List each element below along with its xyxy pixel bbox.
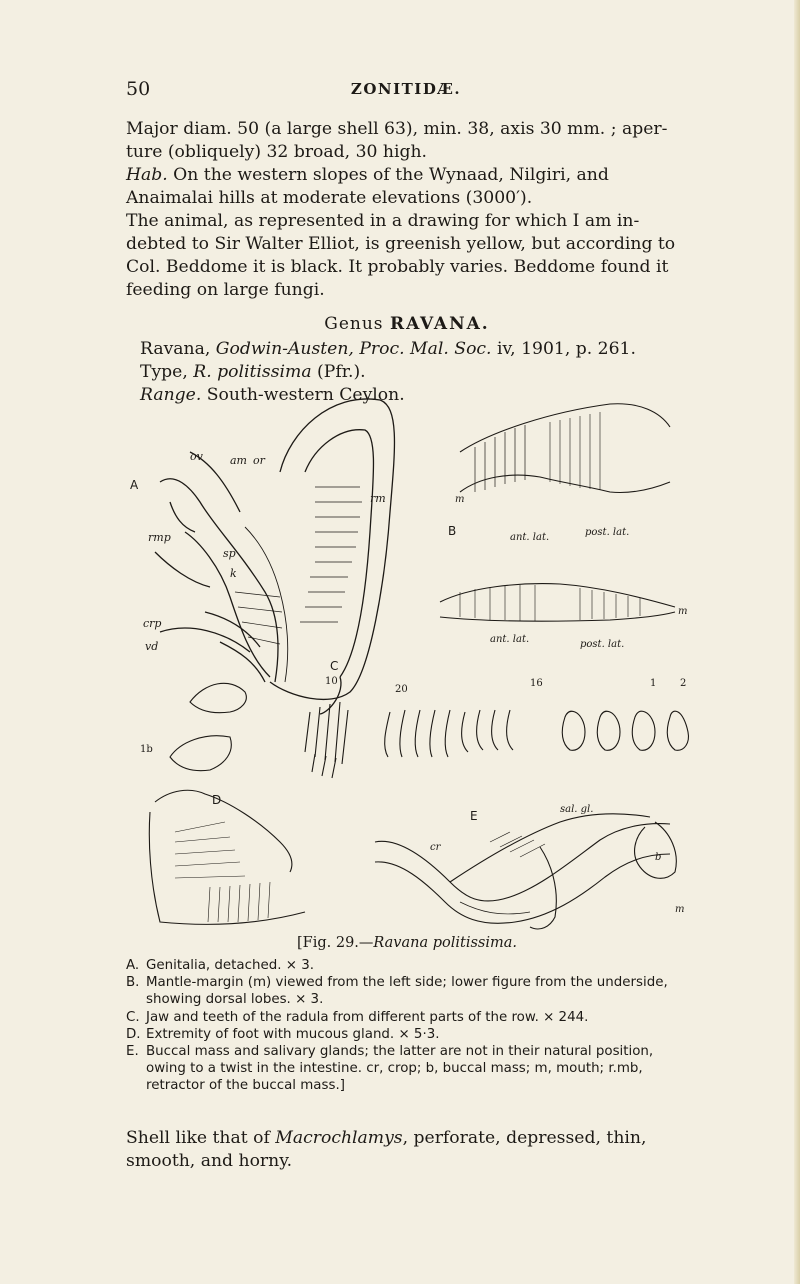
label-sp: sp — [223, 547, 236, 560]
figure-b-mantle-margin — [440, 404, 675, 622]
legend-text: Mantle-margin (m) viewed from the left side; lower figure from the underside, showing dorsal lobes. × 3. — [146, 975, 668, 1008]
legend-item — [126, 1009, 688, 1026]
genus-type — [126, 361, 688, 384]
legend-item — [126, 1026, 688, 1043]
closing-genus: Macrochlamys — [275, 1128, 403, 1148]
panel-label-c: C — [330, 659, 339, 673]
range-label: Range. — [140, 385, 202, 405]
legend-label: E. — [126, 1044, 139, 1060]
figure-e-buccal-mass — [375, 814, 676, 929]
anatomy-figure — [130, 392, 700, 932]
hab-label: Hab. — [126, 165, 168, 185]
label-b-m2: m — [678, 606, 688, 617]
panel-label-a: A — [130, 478, 139, 492]
species-description — [126, 118, 688, 302]
legend-label: B. — [126, 975, 140, 991]
label-k: k — [230, 567, 237, 580]
figure-c-labels — [140, 659, 686, 755]
citation-rest: iv, 1901, p. 261. — [491, 339, 636, 359]
legend-label: C. — [126, 1009, 140, 1025]
closing-prefix: Shell like that of — [126, 1128, 276, 1148]
label-c-10: 10 — [325, 676, 338, 687]
legend-text: Jaw and teeth of the radula from different parts of the row. × 244. — [146, 1009, 589, 1025]
page-header — [126, 78, 686, 102]
label-rmp: rmp — [148, 531, 171, 544]
figure-a-genitalia — [155, 399, 394, 714]
citation-author: Godwin-Austen, Proc. Mal. Soc. — [215, 339, 492, 359]
type-label: Type, — [140, 362, 194, 382]
panel-label-b: B — [448, 524, 457, 538]
figure-d-foot-gland — [149, 790, 305, 924]
type-rest: (Pfr.). — [311, 362, 366, 382]
legend-item — [126, 974, 688, 1008]
label-cr: cr — [430, 842, 441, 853]
label-c-20: 20 — [395, 684, 408, 695]
running-head: ZONITIDÆ. — [350, 80, 462, 98]
label-b-post-lat: post. lat. — [585, 527, 630, 538]
label-rm: rm — [370, 492, 386, 505]
panel-label-d: D — [212, 793, 222, 807]
label-c-2: 2 — [680, 678, 687, 689]
label-e-m: m — [675, 904, 685, 915]
legend-text: Genitalia, detached. × 3. — [146, 958, 314, 973]
page-number: 50 — [126, 78, 151, 100]
label-crp: crp — [143, 617, 162, 630]
label-b: b — [655, 852, 662, 863]
label-am: am — [230, 454, 247, 467]
shell-description — [126, 1127, 688, 1173]
label-sal-gl: sal. gl. — [560, 804, 594, 815]
legend-item — [126, 1043, 688, 1095]
page-edge — [794, 0, 800, 1284]
type-species: R. politissima — [193, 362, 312, 382]
closing-rest: , perforate, depressed, thin, smooth, and horny. — [126, 1128, 647, 1171]
label-b-ant-lat: ant. lat. — [510, 532, 550, 543]
legend-label: A. — [126, 958, 140, 973]
legend-text: Buccal mass and salivary glands; the latter are not in their natural position, owing to a twist in the intestine. cr, crop; b, buccal mass; m, mouth; r.mb, retractor of the buccal mass.] — [146, 1044, 654, 1094]
legend-label: D. — [126, 1026, 141, 1042]
animal-paragraph: The animal, as represented in a drawing for which I am in-debted to Sir Walter Elliot, is greenish yellow, but according to Col. Beddome it is black. It probably varies. Beddome found it feeding on large fungi. — [126, 211, 676, 300]
label-c-16: 16 — [530, 678, 543, 689]
habitat-paragraph — [126, 164, 688, 210]
figure-caption — [126, 935, 688, 951]
citation-name: Ravana, — [140, 339, 216, 359]
caption-prefix: [Fig. 29.— — [296, 935, 374, 951]
figure-a-labels — [130, 450, 386, 653]
figure-b-labels — [448, 494, 687, 650]
label-or: or — [253, 454, 265, 467]
range-text: South-western Ceylon. — [201, 385, 405, 405]
figure-c-jaw-radula — [170, 683, 688, 778]
label-c-1: 1 — [650, 678, 657, 689]
genus-citation — [126, 338, 688, 361]
panel-label-e: E — [470, 809, 478, 823]
caption-species: Ravana politissima. — [373, 935, 518, 951]
hab-text: On the western slopes of the Wynaad, Nilgiri, and Anaimalai hills at moderate elevations (3000′). — [126, 165, 609, 208]
legend-text: Extremity of foot with mucous gland. × 5·3. — [146, 1026, 440, 1042]
genus-heading — [126, 314, 688, 334]
label-b-m: m — [455, 494, 465, 505]
label-ov: ov — [190, 450, 203, 463]
label-b-ant-lat2: ant. lat. — [490, 634, 530, 645]
label-vd: vd — [145, 640, 159, 653]
genus-name: RAVANA. — [389, 314, 490, 334]
figure-legend — [126, 957, 688, 1095]
legend-item — [126, 957, 688, 974]
label-c-1b: 1b — [140, 744, 153, 755]
label-b-post-lat2: post. lat. — [580, 639, 625, 650]
genus-prefix: Genus — [324, 314, 390, 334]
measurements-paragraph: Major diam. 50 (a large shell 63), min. 38, axis 30 mm. ; aper-ture (obliquely) 32 broad, 30 high. — [126, 119, 668, 162]
